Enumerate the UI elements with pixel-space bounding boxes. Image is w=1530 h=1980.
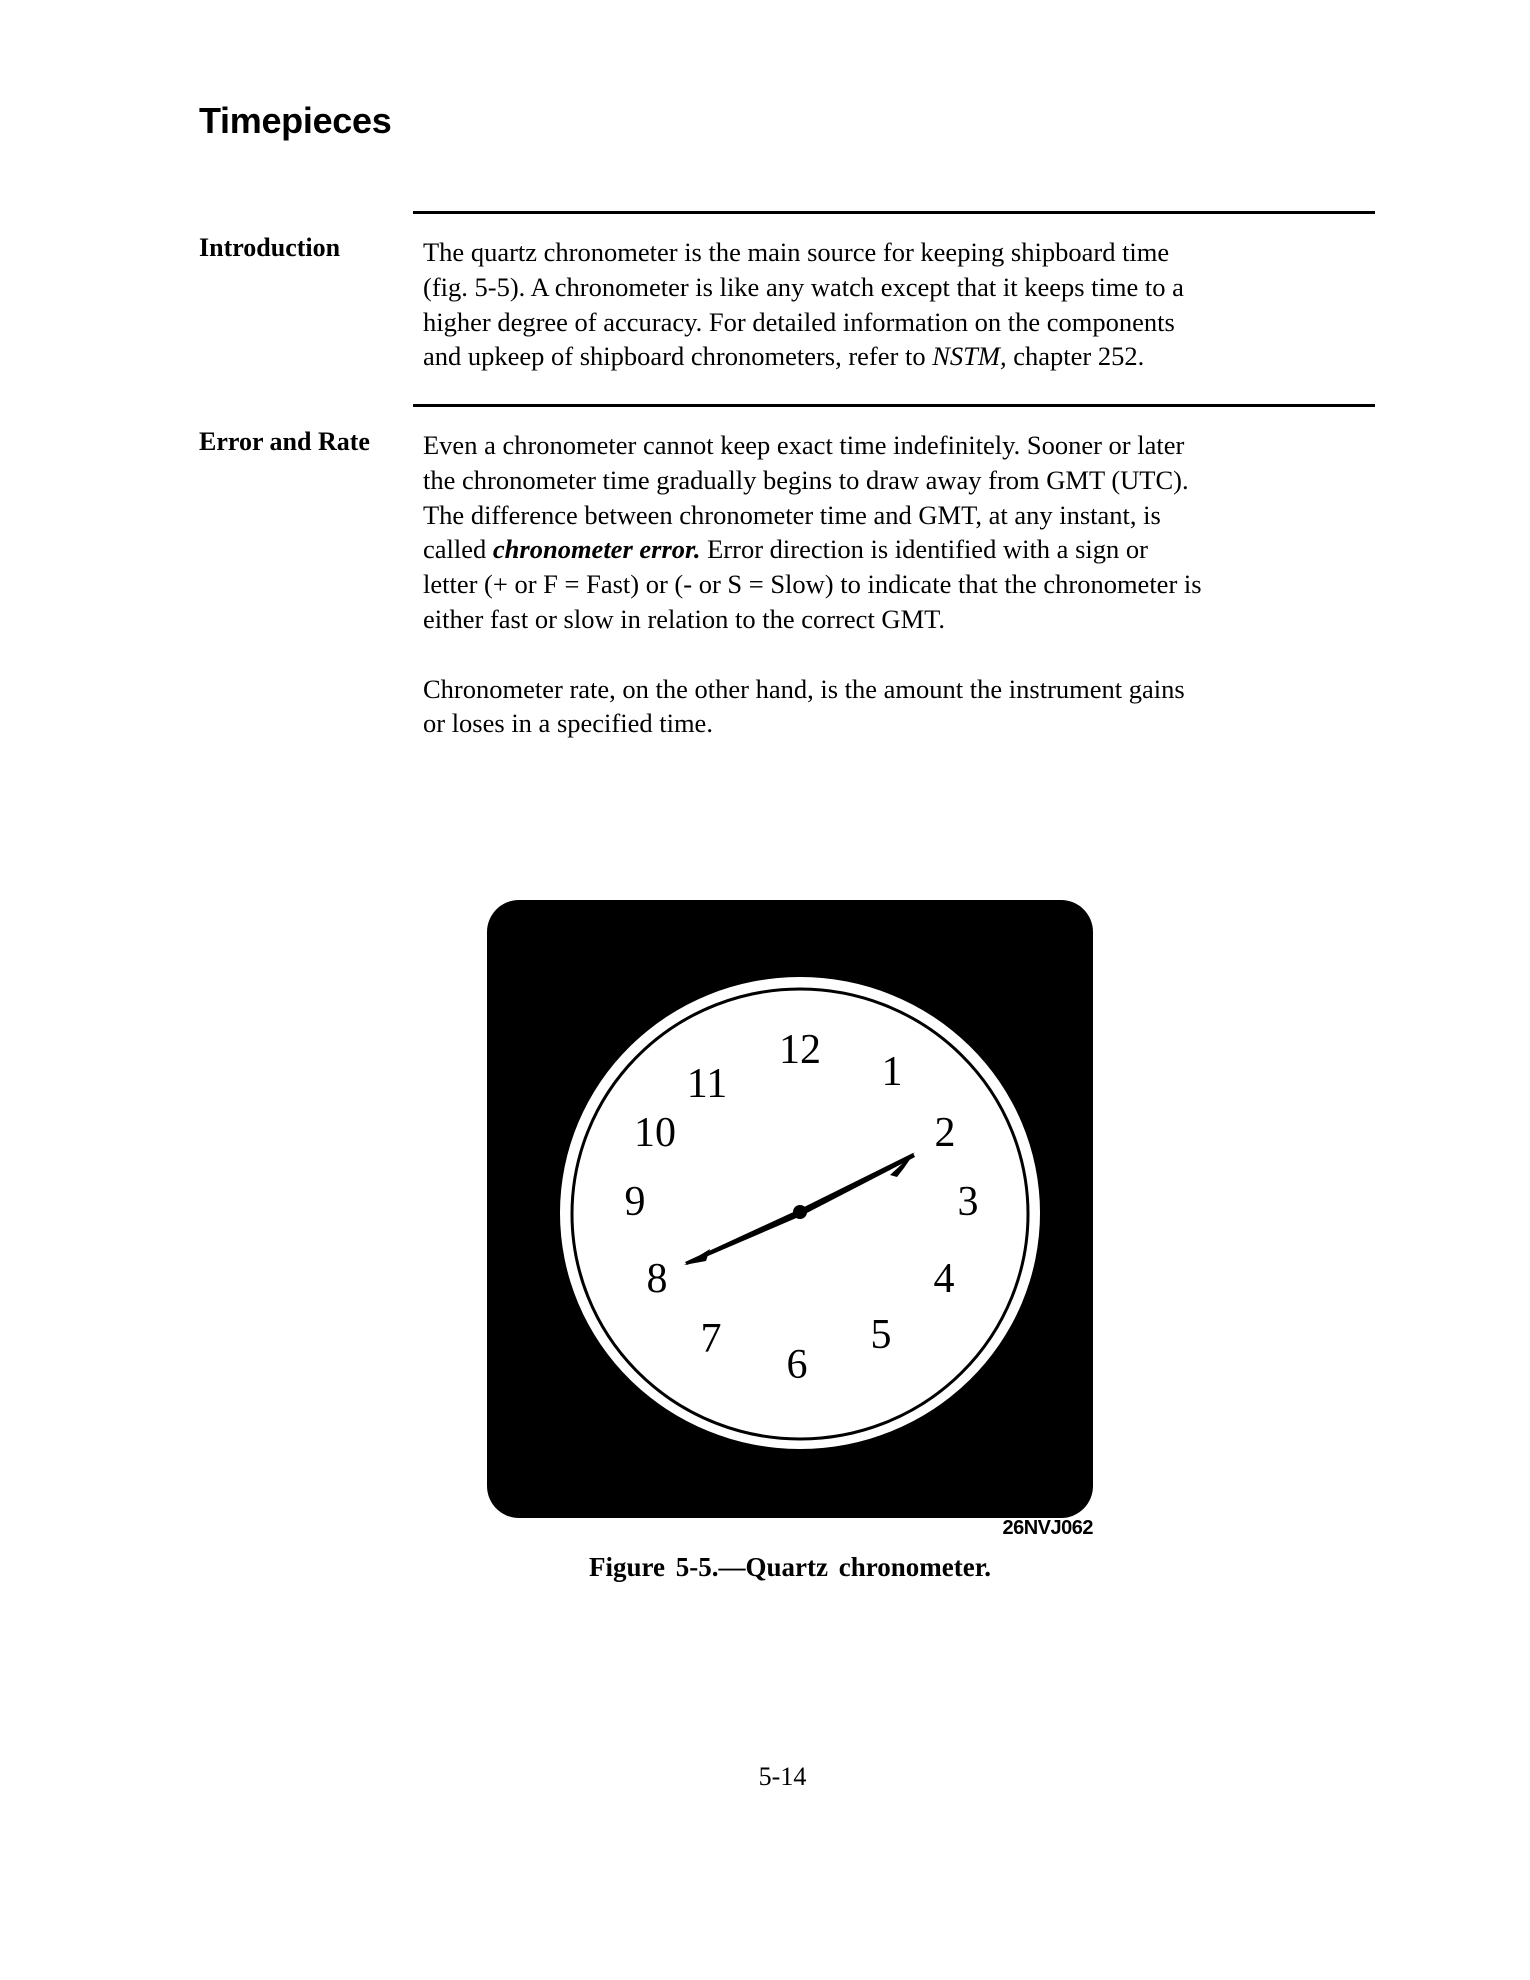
text-line: Chronometer rate, on the other hand, is the amount the instrument gains [423, 673, 1185, 704]
figure-caption: Figure 5-5.—Quartz chronometer. [589, 1552, 991, 1582]
nstm-reference: NSTM, [932, 341, 1007, 372]
text-line [423, 532, 1383, 567]
section-label-introduction: Introduction [199, 233, 341, 262]
text-span: and upkeep of shipboard chronometers, refer to [423, 341, 933, 372]
text-line: The quartz chronometer is the main source for keeping shipboard time [423, 237, 1170, 267]
text-line: or loses in a specified time. [423, 708, 713, 739]
page-heading: Timepieces [199, 100, 392, 141]
figure-id: 26NVJ062 [1002, 1517, 1093, 1539]
text-line: letter (+ or F = Fast) or (- or S = Slow) to indicate that the chronometer is [423, 569, 1202, 600]
text-span: chapter 252. [1006, 341, 1145, 372]
svg-text:3: 3 [957, 1179, 979, 1225]
text-line [423, 339, 1383, 374]
section-divider [413, 211, 1375, 214]
svg-text:10: 10 [634, 1110, 676, 1156]
page-number: 5-14 [758, 1762, 807, 1791]
quartz-chronometer-figure [487, 900, 1093, 1518]
svg-text:5: 5 [870, 1312, 892, 1358]
introduction-text [423, 235, 1383, 374]
svg-text:4: 4 [933, 1256, 955, 1302]
text-span: Error direction is identified with a sign or [700, 534, 1148, 565]
text-span: called [423, 534, 493, 565]
svg-text:12: 12 [779, 1027, 821, 1073]
text-line: (fig. 5-5). A chronometer is like any watch except that it keeps time to a [423, 271, 1184, 302]
svg-text:9: 9 [624, 1179, 646, 1225]
error-and-rate-text [423, 428, 1383, 741]
text-line: either fast or slow in relation to the correct GMT. [423, 603, 945, 634]
svg-text:8: 8 [646, 1256, 668, 1302]
svg-text:2: 2 [934, 1110, 956, 1156]
text-line: The difference between chronometer time and GMT, at any instant, is [423, 499, 1161, 530]
text-line: Even a chronometer cannot keep exact time indefinitely. Sooner or later [423, 430, 1185, 460]
defined-term: chronometer error. [492, 534, 701, 565]
section-label-error-and-rate: Error and Rate [199, 427, 370, 456]
svg-text:7: 7 [700, 1316, 722, 1362]
svg-text:6: 6 [786, 1342, 808, 1388]
text-line: higher degree of accuracy. For detailed information on the components [423, 306, 1175, 337]
svg-text:1: 1 [881, 1049, 903, 1095]
svg-text:11: 11 [686, 1061, 728, 1107]
spacer [423, 637, 1383, 672]
text-line: the chronometer time gradually begins to draw away from GMT (UTC). [423, 464, 1189, 495]
section-divider [413, 404, 1375, 407]
